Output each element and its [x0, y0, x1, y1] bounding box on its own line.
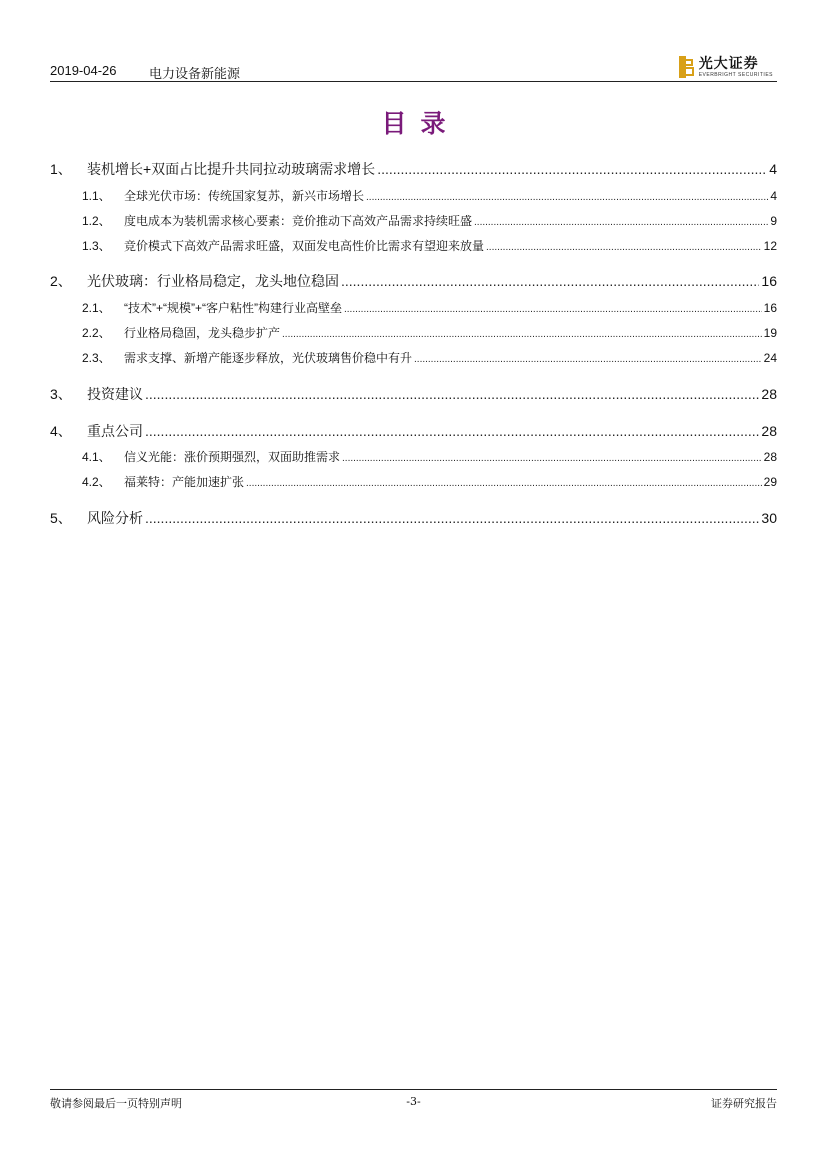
toc-entry-number: 3、 — [50, 386, 72, 402]
toc-entry-page: 28 — [761, 423, 777, 439]
header-divider — [50, 81, 777, 82]
toc-entry-page: 19 — [763, 326, 777, 340]
toc-dot-leader — [145, 386, 759, 402]
toc-entry-number: 2、 — [50, 273, 72, 289]
toc-entry-label: 需求支撑、新增产能逐步释放，光伏玻璃售价稳中有升 — [124, 351, 413, 365]
report-date: 2019-04-26 — [50, 63, 117, 78]
toc-entry-2-2[interactable] — [50, 324, 777, 341]
toc-entry-number: 1.2、 — [82, 214, 111, 228]
toc-entry-page: 16 — [763, 301, 777, 315]
toc-dot-leader — [145, 423, 759, 439]
everbright-logo-icon — [679, 56, 695, 78]
toc-entry-2-1[interactable] — [50, 299, 777, 316]
toc-entry-page: 16 — [761, 273, 777, 289]
toc-entry-number: 1.3、 — [82, 239, 111, 253]
toc-entry-page: 9 — [770, 214, 777, 228]
toc-entry-label: 信义光能：涨价预期强烈，双面助推需求 — [124, 450, 341, 464]
toc-entry-number: 2.3、 — [82, 351, 111, 365]
toc-entry-1-1[interactable] — [50, 187, 777, 204]
toc-entry-2-3[interactable] — [50, 349, 777, 366]
toc-entry-3[interactable] — [50, 384, 777, 404]
toc-entry-label: 重点公司 — [87, 423, 143, 439]
toc-entry-label: 光伏玻璃：行业格局稳定，龙头地位稳固 — [87, 273, 339, 289]
toc-entry-number: 2.2、 — [82, 326, 111, 340]
page-header — [50, 55, 777, 81]
toc-entry-page: 4 — [770, 189, 777, 203]
toc-entry-number: 4、 — [50, 423, 72, 439]
toc-entry-number: 4.2、 — [82, 475, 111, 489]
toc-dot-leader — [145, 510, 759, 526]
report-sector: 电力设备新能源 — [149, 66, 241, 81]
toc-title: 目录 — [381, 109, 460, 138]
toc-dot-leader — [474, 214, 768, 228]
toc-entry-5[interactable] — [50, 508, 777, 528]
toc-dot-leader — [414, 351, 762, 365]
footer-divider — [50, 1089, 777, 1090]
footer-doc-type: 证券研究报告 — [711, 1098, 777, 1110]
toc-entry-1-2[interactable] — [50, 212, 777, 229]
page-footer — [50, 1095, 777, 1113]
toc-dot-leader — [282, 326, 762, 340]
toc-entry-4-2[interactable] — [50, 473, 777, 490]
toc-entry-number: 5、 — [50, 510, 72, 526]
toc-dot-leader — [341, 273, 759, 289]
toc-entry-label: 投资建议 — [87, 386, 143, 402]
toc-entry-label: “技术”+“规模”+“客户粘性”构建行业高壁垒 — [124, 301, 342, 315]
toc-dot-leader — [344, 301, 762, 315]
footer-disclaimer: 敬请参阅最后一页特别声明 — [50, 1098, 182, 1110]
toc-entry-number: 1.1、 — [82, 189, 111, 203]
toc-entry-page: 29 — [763, 475, 777, 489]
toc-entry-4[interactable] — [50, 421, 777, 441]
toc-entry-label: 度电成本为装机需求核心要素：竞价推动下高效产品需求持续旺盛 — [124, 214, 473, 228]
toc-entry-page: 28 — [763, 450, 777, 464]
toc-entry-label: 行业格局稳固，龙头稳步扩产 — [124, 326, 281, 340]
toc-entry-page: 24 — [763, 351, 777, 365]
toc-entry-number: 4.1、 — [82, 450, 111, 464]
toc-entry-page: 30 — [761, 510, 777, 526]
toc-entry-4-1[interactable] — [50, 448, 777, 465]
logo-english-name: EVERBRIGHT SECURITIES — [698, 71, 773, 78]
logo-chinese-name: 光大证券 — [698, 55, 759, 72]
footer-page-number: -3- — [406, 1095, 421, 1108]
toc-dot-leader — [377, 161, 767, 177]
toc-entry-number: 1、 — [50, 161, 72, 177]
toc-dot-leader — [246, 475, 762, 489]
toc-entry-label: 风险分析 — [87, 510, 143, 526]
toc-entry-label: 福莱特：产能加速扩张 — [124, 475, 245, 489]
toc-dot-leader — [342, 450, 762, 464]
toc-entry-1-3[interactable] — [50, 237, 777, 254]
toc-entry-page: 12 — [763, 239, 777, 253]
toc-entry-number: 2.1、 — [82, 301, 111, 315]
toc-entry-label: 装机增长+双面占比提升共同拉动玻璃需求增长 — [87, 161, 376, 177]
toc-entry-label: 全球光伏市场：传统国家复苏，新兴市场增长 — [124, 189, 365, 203]
toc-entry-page: 4 — [769, 161, 777, 177]
toc-dot-leader — [486, 239, 762, 253]
everbright-logo — [679, 55, 773, 79]
toc-entry-page: 28 — [761, 386, 777, 402]
toc-entry-1[interactable] — [50, 159, 777, 179]
toc-entry-2[interactable] — [50, 271, 777, 291]
toc-entry-label: 竞价模式下高效产品需求旺盛，双面发电高性价比需求有望迎来放量 — [124, 239, 485, 253]
toc-dot-leader — [366, 189, 768, 203]
